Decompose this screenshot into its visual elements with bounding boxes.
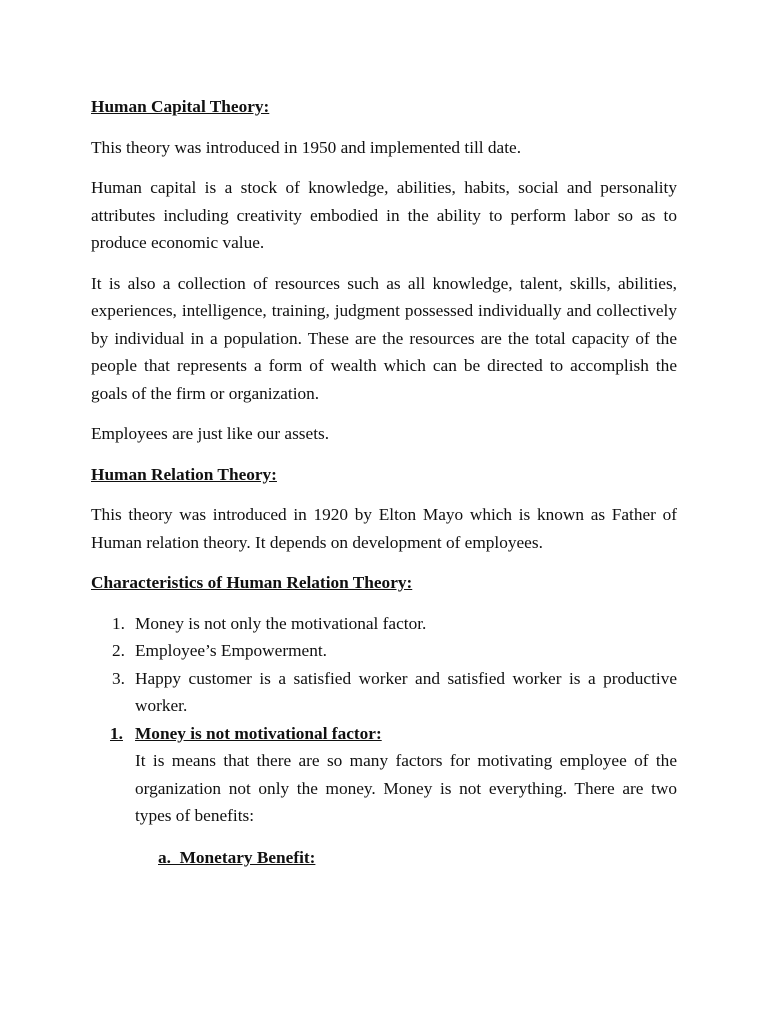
paragraph-introduced-1920: This theory was introduced in 1920 by Elton Mayo which is known as Father of Human relation theory. It depends on development of employees.	[91, 505, 677, 552]
list-item-text: Happy customer is a satisfied worker and satisfied worker is a productive worker.	[135, 668, 677, 715]
subheading-monetary-benefit: a. Monetary Benefit:	[158, 847, 316, 867]
paragraph-collection-of-resources: It is also a collection of resources such as all knowledge, talent, skills, abilities, experiences, intelligence, training, judgment possessed individually and collectively by individual in a population. These are the resources are the total capacity of the people that represents a form of wealth which can be directed to accomplish the goals of the firm or organization.	[91, 273, 677, 403]
list-item-text: Employee’s Empowerment.	[135, 641, 327, 660]
paragraph-many-factors: It is means that there are so many factors for motivating employee of the organization not only the money. Money is not everything. There are two types of benefits:	[135, 751, 677, 825]
subheading-number: 1.	[110, 723, 123, 743]
heading-characteristics: Characteristics of Human Relation Theory:	[91, 573, 413, 592]
list-item-number: 3.	[112, 668, 125, 688]
paragraph-introduced-1950: This theory was introduced in 1950 and implemented till date.	[91, 137, 522, 157]
heading-human-relation-theory: Human Relation Theory:	[91, 464, 277, 484]
list-item	[91, 665, 677, 720]
document-body	[91, 93, 677, 871]
list-item	[91, 637, 677, 665]
list-item-text: Money is not only the motivational factor.	[135, 613, 427, 633]
paragraph-employees-assets: Employees are just like our assets.	[91, 424, 330, 443]
characteristics-list	[91, 610, 677, 720]
list-item	[91, 610, 677, 638]
list-item-number: 2.	[112, 641, 125, 660]
heading-human-capital-theory: Human Capital Theory:	[91, 97, 270, 116]
subheading-text: Money is not motivational factor:	[135, 723, 382, 743]
list-item-number: 1.	[112, 613, 125, 633]
subheading-money-not-motivational	[91, 720, 677, 748]
paragraph-human-capital-definition: Human capital is a stock of knowledge, abilities, habits, social and personality attributes including creativity embodied in the ability to perform labor so as to produce economic value.	[91, 178, 677, 252]
